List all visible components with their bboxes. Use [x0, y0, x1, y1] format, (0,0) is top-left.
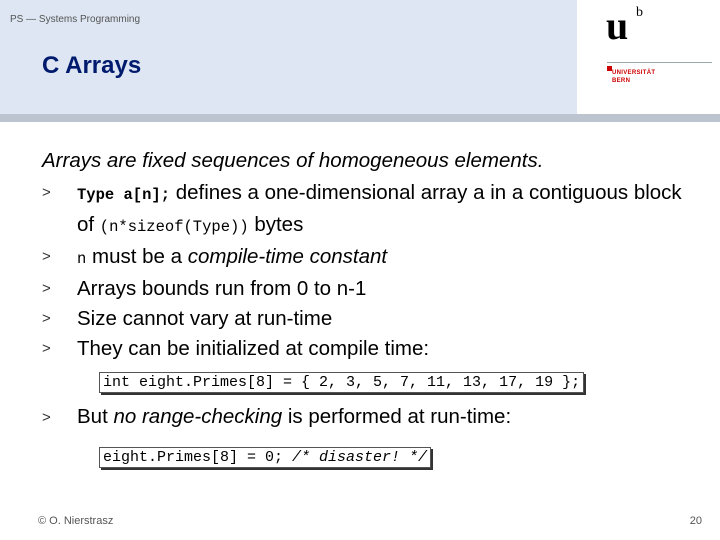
bullet-item — [42, 242, 702, 274]
course-label: PS — Systems Programming — [10, 14, 141, 25]
bullet-marker: > — [42, 409, 51, 426]
logo-u: u — [606, 3, 629, 48]
logo-text-line2: BERN — [612, 78, 631, 84]
inline-code: (n*sizeof(Type)) — [99, 218, 249, 236]
bullet-list — [42, 178, 702, 364]
bullet-item — [42, 304, 702, 334]
bullet-text: must be a — [86, 245, 188, 268]
bullet-text: Size cannot vary at run-time — [77, 307, 333, 330]
inline-code: n — [77, 250, 87, 268]
bullet-item — [42, 274, 702, 304]
bullet-text: defines a one-dimensional array a in a contiguous block of — [77, 181, 682, 236]
logo-panel — [577, 0, 720, 114]
code-block-disaster — [99, 447, 431, 468]
bullet-marker: > — [42, 248, 51, 265]
bullet-marker: > — [42, 184, 51, 201]
bullet-text: is performed at run-time: — [282, 405, 512, 428]
logo-text — [612, 69, 655, 85]
slide-title: C Arrays — [42, 52, 142, 79]
bullet-text: They can be initialized at compile time: — [77, 337, 430, 360]
footer-copyright: © O. Nierstrasz — [38, 515, 114, 527]
code-block-initializer: int eight.Primes[8] = { 2, 3, 5, 7, 11, 13, 17, 19 }; — [99, 372, 584, 393]
bullet-emphasis: compile-time constant — [187, 245, 388, 268]
inline-code: Type a[n]; — [77, 186, 171, 204]
bullet-emphasis: no range-checking — [113, 405, 283, 428]
code-statement: eight.Primes[8] = 0; — [103, 449, 293, 466]
logo-divider — [607, 62, 712, 63]
bullet-item — [42, 405, 511, 429]
intro-text: Arrays are fixed sequences of homogeneous elements. — [42, 149, 544, 172]
code-comment: /* disaster! */ — [292, 449, 428, 466]
bullet-item — [42, 334, 702, 364]
bullet-item — [42, 178, 702, 242]
bullet-text: bytes — [248, 213, 304, 236]
logo-text-line1: UNIVERSITÄT — [612, 70, 656, 76]
logo-b: b — [636, 5, 643, 20]
bullet-text: Arrays bounds run from 0 to n-1 — [77, 277, 367, 300]
header-rule — [0, 114, 720, 122]
page-number: 20 — [689, 515, 702, 527]
bullet-marker: > — [42, 280, 51, 297]
bullet-marker: > — [42, 310, 51, 327]
bullet-text: But — [77, 405, 114, 428]
bullet-marker: > — [42, 340, 51, 357]
